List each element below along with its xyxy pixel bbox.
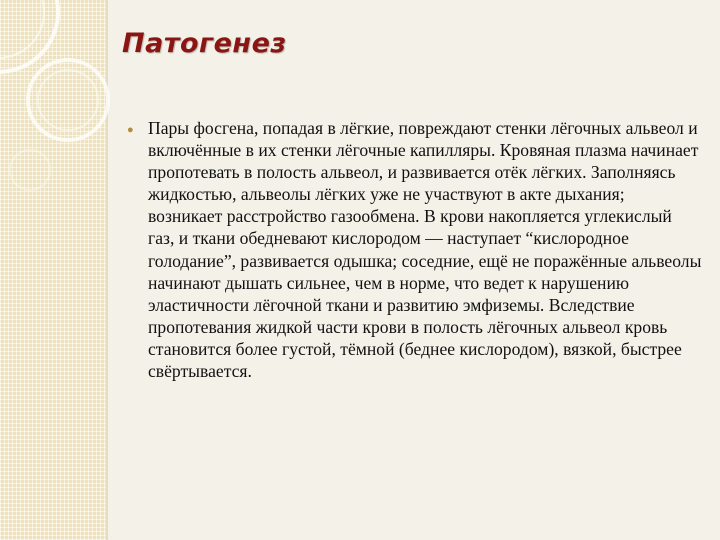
bullet-text: Пары фосгена, попадая в лёгкие, повреждают стенки лёгочных альвеол и включённые в их стенки лёгочные капилляры. Кровяная плазма начинает пропотевать в полость альвеол, и развивается отёк лёгких. Заполняясь жидкостью, альвеолы лёгких уже не участвуют в акте дыхания; возникает расстройство газообмена. В крови накопляется углекислый газ, и ткани обедневают кислородом — наступает “кислородное голодание”, развивается одышка; соседние, ещё не поражённые альвеолы начинают дышать сильнее, чем в норме, что ведет к нарушению эластичности лёгочной ткани и развитию эмфиземы. Вследствие пропотевания жидкой части крови в полость лёгочных альвеол кровь становится более густой, тёмной (беднее кислородом), вязкой, быстрее свёртывается.	[148, 118, 702, 382]
bullet-dot-icon: ●	[127, 124, 134, 136]
bullet-item	[127, 117, 702, 382]
slide-content	[127, 117, 702, 382]
slide-title: Патогенез	[122, 28, 287, 59]
circle-ornament-icon	[0, 0, 140, 200]
